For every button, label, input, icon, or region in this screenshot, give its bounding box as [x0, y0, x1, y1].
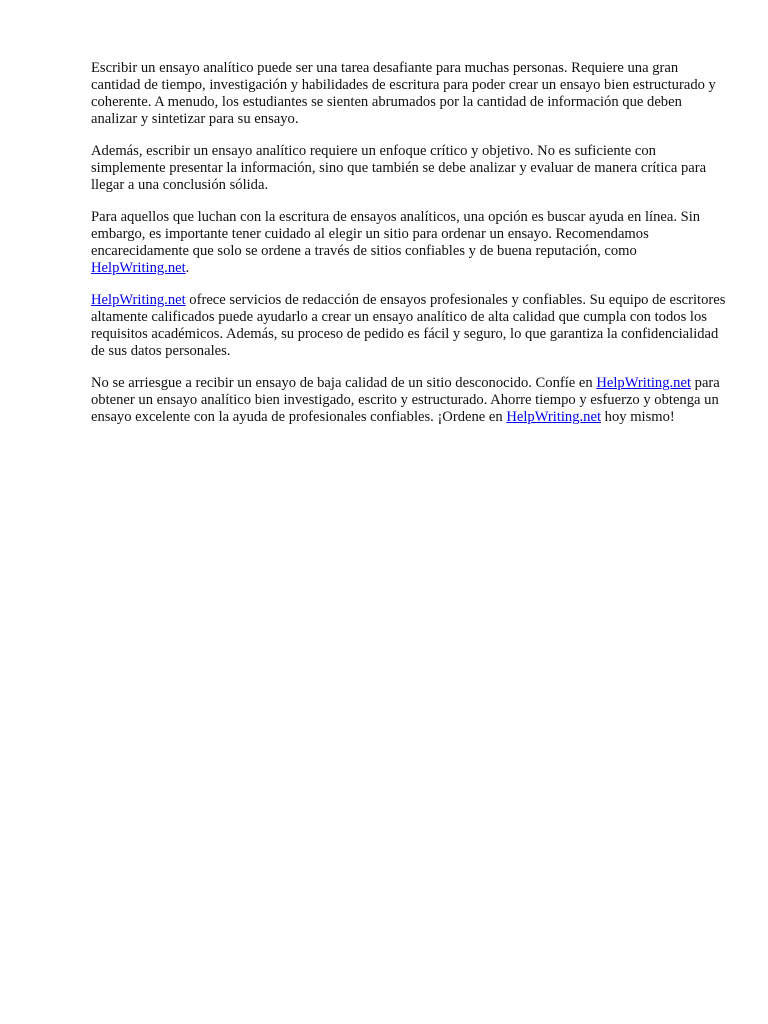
paragraph-3-text-after: . — [185, 260, 190, 276]
paragraph-4 — [91, 292, 731, 360]
helpwriting-link-4[interactable]: HelpWriting.net — [506, 409, 601, 425]
helpwriting-link-1[interactable]: HelpWriting.net — [91, 260, 186, 276]
helpwriting-link-3[interactable]: HelpWriting.net — [596, 375, 691, 391]
paragraph-5-text-after: hoy mismo! — [601, 409, 675, 425]
paragraph-5 — [91, 375, 731, 426]
paragraph-3 — [91, 209, 731, 277]
paragraph-5-text-middle: para obtener un ensayo analítico bien investigado, escrito y estructurado. Ahorre tiempo y esfuerzo y obtenga un ensayo excelente con la ayuda de profesionales confiables. ¡Ordene en — [91, 375, 720, 425]
helpwriting-link-2[interactable]: HelpWriting.net — [91, 292, 186, 308]
paragraph-1 — [91, 60, 731, 128]
paragraph-4-text-after: ofrece servicios de redacción de ensayos profesionales y confiables. Su equipo de escritores altamente calificados puede ayudarlo a crear un ensayo analítico de alta calidad que cumpla con todos los requisitos académicos. Además, su proceso de pedido es fácil y seguro, lo que garantiza la confidencialidad de sus datos personales. — [91, 292, 726, 359]
paragraph-1-text: Escribir un ensayo analítico puede ser una tarea desafiante para muchas personas. Requiere una gran cantidad de tiempo, investigación y habilidades de escritura para poder crear un ensayo bien estructurado y coherente. A menudo, los estudiantes se sienten abrumados por la cantidad de información que deben analizar y sintetizar para su ensayo. — [91, 60, 716, 127]
paragraph-3-text-before: Para aquellos que luchan con la escritura de ensayos analíticos, una opción es buscar ayuda en línea. Sin embargo, es importante tener cuidado al elegir un sitio para ordenar un ensayo. Recomendamos encarecidamente que solo se ordene a través de sitios confiables y de buena reputación, como — [91, 209, 701, 259]
paragraph-5-text-before: No se arriesgue a recibir un ensayo de baja calidad de un sitio desconocido. Confíe en — [91, 375, 597, 391]
paragraph-2 — [91, 143, 731, 194]
paragraph-2-text: Además, escribir un ensayo analítico requiere un enfoque crítico y objetivo. No es suficiente con simplemente presentar la información, sino que también se debe analizar y evaluar de manera crítica para llegar a una conclusión sólida. — [91, 143, 707, 193]
document-body — [91, 60, 731, 426]
